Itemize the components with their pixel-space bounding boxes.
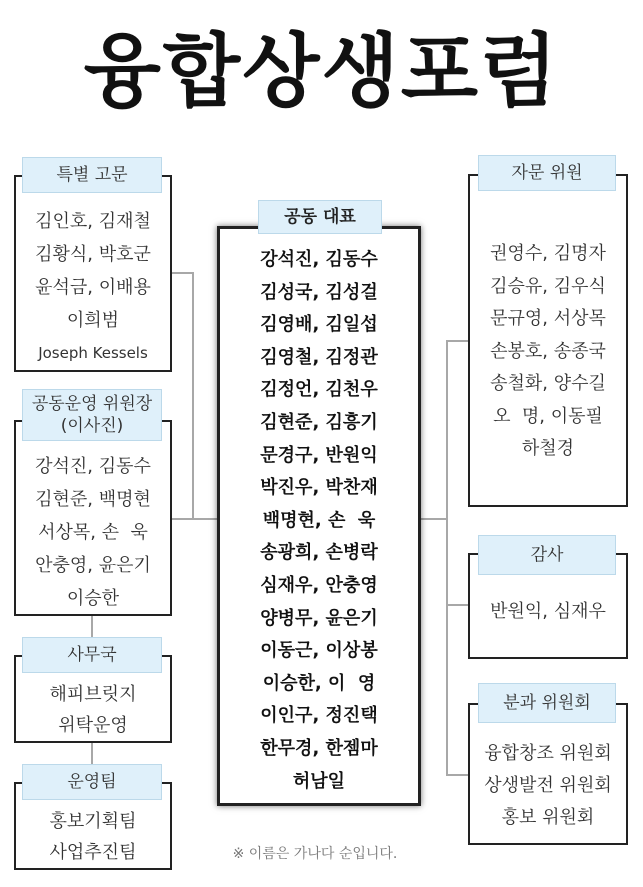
- connector-right-trunk: [446, 340, 448, 776]
- consultants-label: 자문 위원: [478, 155, 616, 191]
- ops-team-line: 사업추진팀: [49, 842, 137, 863]
- connector-chairs-to-secretariat: [91, 614, 93, 638]
- advisor-name-line: 김인호, 김재철: [35, 211, 151, 232]
- chairs-label: [22, 389, 162, 441]
- consultant-name-line: 김승유, 김우식: [490, 275, 606, 297]
- rep-name-line: 이승한, 이 영: [262, 672, 376, 694]
- consultant-name-line: 송철화, 양수길: [490, 373, 606, 394]
- consultant-name-line: 문규영, 서상목: [490, 308, 606, 329]
- auditors-label: 감사: [478, 535, 616, 575]
- committees-names: [470, 705, 626, 834]
- chair-name-line: 이승한: [66, 588, 120, 609]
- chair-name-line: 안충영, 윤은기: [35, 555, 151, 576]
- consultants-names: [470, 176, 626, 466]
- advisor-name-line: Joseph Kessels: [38, 344, 148, 362]
- rep-name-line: 양병무, 윤은기: [260, 607, 378, 629]
- advisors-label: 특별 고문: [22, 157, 162, 193]
- chair-name-line: 서상목, 손 욱: [38, 522, 148, 543]
- rep-name-line: 김영배, 김일섭: [260, 314, 378, 336]
- advisor-name-line: 윤석금, 이배용: [35, 277, 151, 298]
- consultant-name-line: 하철경: [521, 438, 575, 459]
- advisors-box: [14, 175, 172, 372]
- committee-name-line: 상생발전 위원회: [484, 775, 612, 796]
- ops-team-label: 운영팀: [22, 764, 162, 800]
- secretariat-label: 사무국: [22, 637, 162, 673]
- connector-committees-branch: [446, 774, 468, 776]
- consultant-name-line: 오 명, 이동필: [493, 405, 603, 427]
- connector-left-to-center: [192, 518, 218, 520]
- chair-name-line: 강석진, 김동수: [35, 456, 151, 477]
- chairs-box: [14, 420, 172, 616]
- secretariat-line: 위탁운영: [58, 715, 128, 736]
- consultant-name-line: 권영수, 김명자: [490, 243, 606, 264]
- chairs-label-line: 공동운영 위원장: [31, 394, 153, 414]
- consultant-name-line: 손봉호, 송종국: [490, 340, 606, 362]
- rep-name-line: 백명현, 손 욱: [262, 509, 376, 531]
- connector-auditors-branch: [446, 604, 468, 606]
- connector-advisors-branch: [170, 272, 194, 274]
- center-names: [220, 229, 418, 798]
- rep-name-line: 김영철, 김정관: [260, 346, 378, 368]
- committee-name-line: 융합창조 위원회: [484, 743, 612, 764]
- auditor-name-line: 반원익, 심재우: [490, 601, 606, 622]
- rep-name-line: 심재우, 안충영: [260, 574, 378, 596]
- committee-name-line: 홍보 위원회: [501, 807, 595, 828]
- ops-team-line: 홍보기획팀: [49, 811, 137, 832]
- connector-chairs-branch: [170, 518, 194, 520]
- connector-left-trunk-upper: [192, 272, 194, 520]
- ordering-note: ※ 이름은 가나다 순입니다.: [232, 846, 398, 862]
- chair-name-line: 김현준, 백명현: [35, 489, 151, 510]
- chairs-label-line: (이사진): [60, 416, 124, 436]
- rep-name-line: 김정언, 김천우: [260, 379, 378, 401]
- advisor-name-line: 이희범: [66, 310, 120, 331]
- rep-name-line: 강석진, 김동수: [260, 249, 378, 270]
- rep-name-line: 김성국, 김성걸: [260, 281, 378, 303]
- rep-name-line: 이동근, 이상봉: [260, 640, 378, 662]
- rep-name-line: 송광희, 손병락: [260, 542, 378, 564]
- secretariat-line: 해피브릿지: [49, 684, 137, 705]
- connector-secretariat-to-ops: [91, 741, 93, 765]
- committees-box: [468, 703, 628, 845]
- rep-name-line: 한무경, 한젬마: [260, 737, 378, 759]
- chairs-names: [16, 422, 170, 615]
- committees-label: 분과 위원회: [478, 683, 616, 723]
- consultants-box: [468, 174, 628, 507]
- rep-name-line: 박진우, 박찬재: [260, 477, 378, 499]
- connector-center-to-right: [420, 518, 448, 520]
- center-box: [217, 226, 421, 806]
- rep-name-line: 이인구, 정진택: [260, 705, 378, 727]
- page-title: 융합상생포럼: [83, 25, 560, 118]
- rep-name-line: 김현준, 김흥기: [260, 411, 378, 433]
- center-label: 공동 대표: [258, 200, 382, 234]
- rep-name-line: 허남일: [292, 770, 346, 792]
- connector-consultants-branch: [446, 340, 468, 342]
- rep-name-line: 문경구, 반원익: [260, 444, 378, 466]
- advisors-names: [16, 177, 170, 370]
- advisor-name-line: 김황식, 박호군: [35, 244, 151, 265]
